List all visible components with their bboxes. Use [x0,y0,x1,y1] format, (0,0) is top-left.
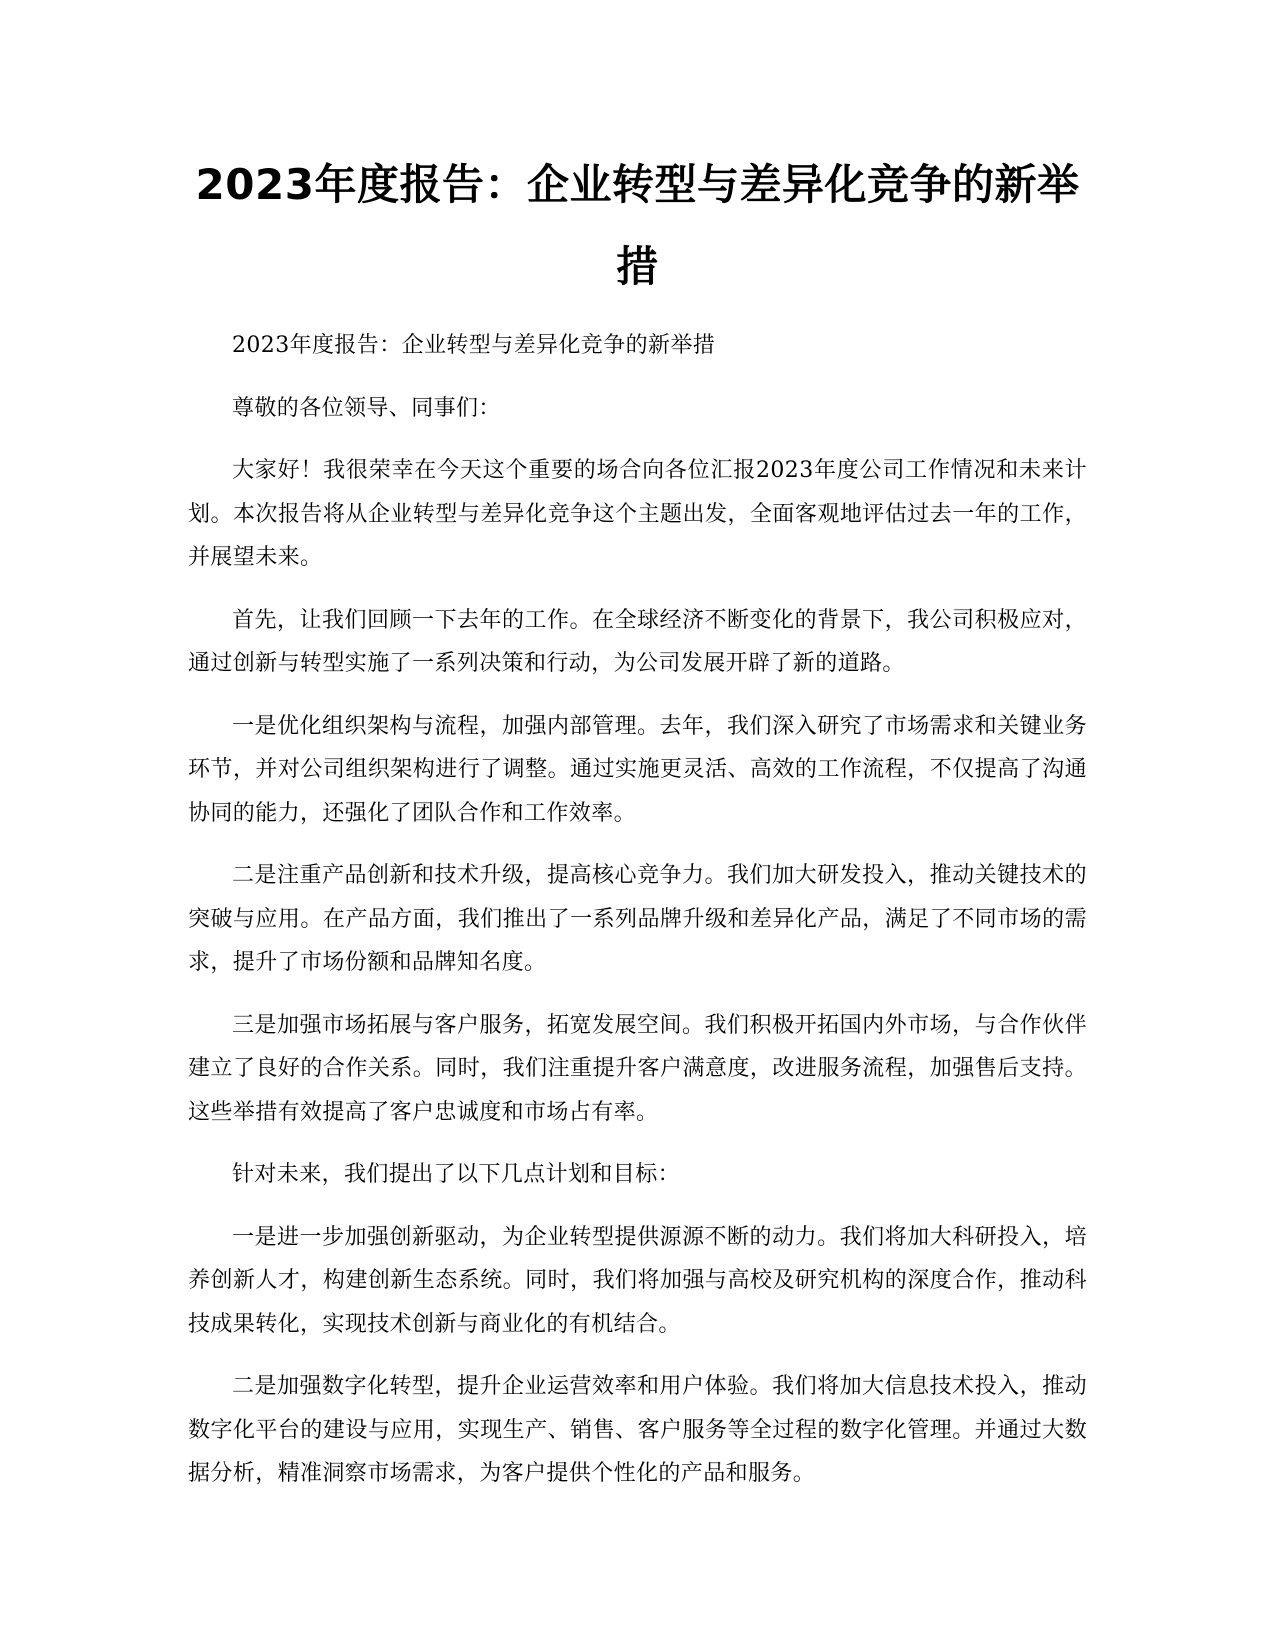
paragraph-7: 三是加强市场拓展与客户服务，拓宽发展空间。我们积极开拓国内外市场，与合作伙伴建立了良好的合作关系。同时，我们注重提升客户满意度，改进服务流程，加强售后支持。这些举措有效提高了客户忠诚度和市场占有率。 [188,1012,1087,1125]
paragraph-6: 二是注重产品创新和技术升级，提高核心竞争力。我们加大研发投入，推动关键技术的突破与应用。在产品方面，我们推出了一系列品牌升级和差异化产品，满足了不同市场的需求，提升了市场份额和品牌知名度。 [188,863,1087,975]
paragraph-9: 一是进一步加强创新驱动，为企业转型提供源源不断的动力。我们将加大科研投入，培养创新人才，构建创新生态系统。同时，我们将加强与高校及研究机构的深度合作，推动科技成果转化，实现技术创新与商业化的有机结合。 [188,1224,1087,1337]
document-body [188,324,1087,1496]
paragraph-3: 大家好！我很荣幸在今天这个重要的场合向各位汇报2023年度公司工作情况和未来计划。本次报告将从企业转型与差异化竞争这个主题出发，全面客观地评估过去一年的工作，并展望未来。 [188,458,1087,570]
document-title: 2023年度报告：企业转型与差异化竞争的新举措 [195,160,1080,291]
paragraph-5: 一是优化组织架构与流程，加强内部管理。去年，我们深入研究了市场需求和关键业务环节，并对公司组织架构进行了调整。通过实施更灵活、高效的工作流程，不仅提高了沟通协同的能力，还强化了团队合作和工作效率。 [188,713,1087,826]
paragraph-1: 2023年度报告：企业转型与差异化竞争的新举措 [232,333,716,358]
paragraph-8: 针对未来，我们提出了以下几点计划和目标： [232,1162,681,1187]
paragraph-2: 尊敬的各位领导、同事们： [232,395,501,421]
paragraph-10: 二是加强数字化转型，提升企业运营效率和用户体验。我们将加大信息技术投入，推动数字化平台的建设与应用，实现生产、销售、客户服务等全过程的数字化管理。并通过大数据分析，精准洞察市场需求，为客户提供个性化的产品和服务。 [188,1374,1087,1486]
paragraph-4: 首先，让我们回顾一下去年的工作。在全球经济不断变化的背景下，我公司积极应对，通过创新与转型实施了一系列决策和行动，为公司发展开辟了新的道路。 [188,607,1087,676]
